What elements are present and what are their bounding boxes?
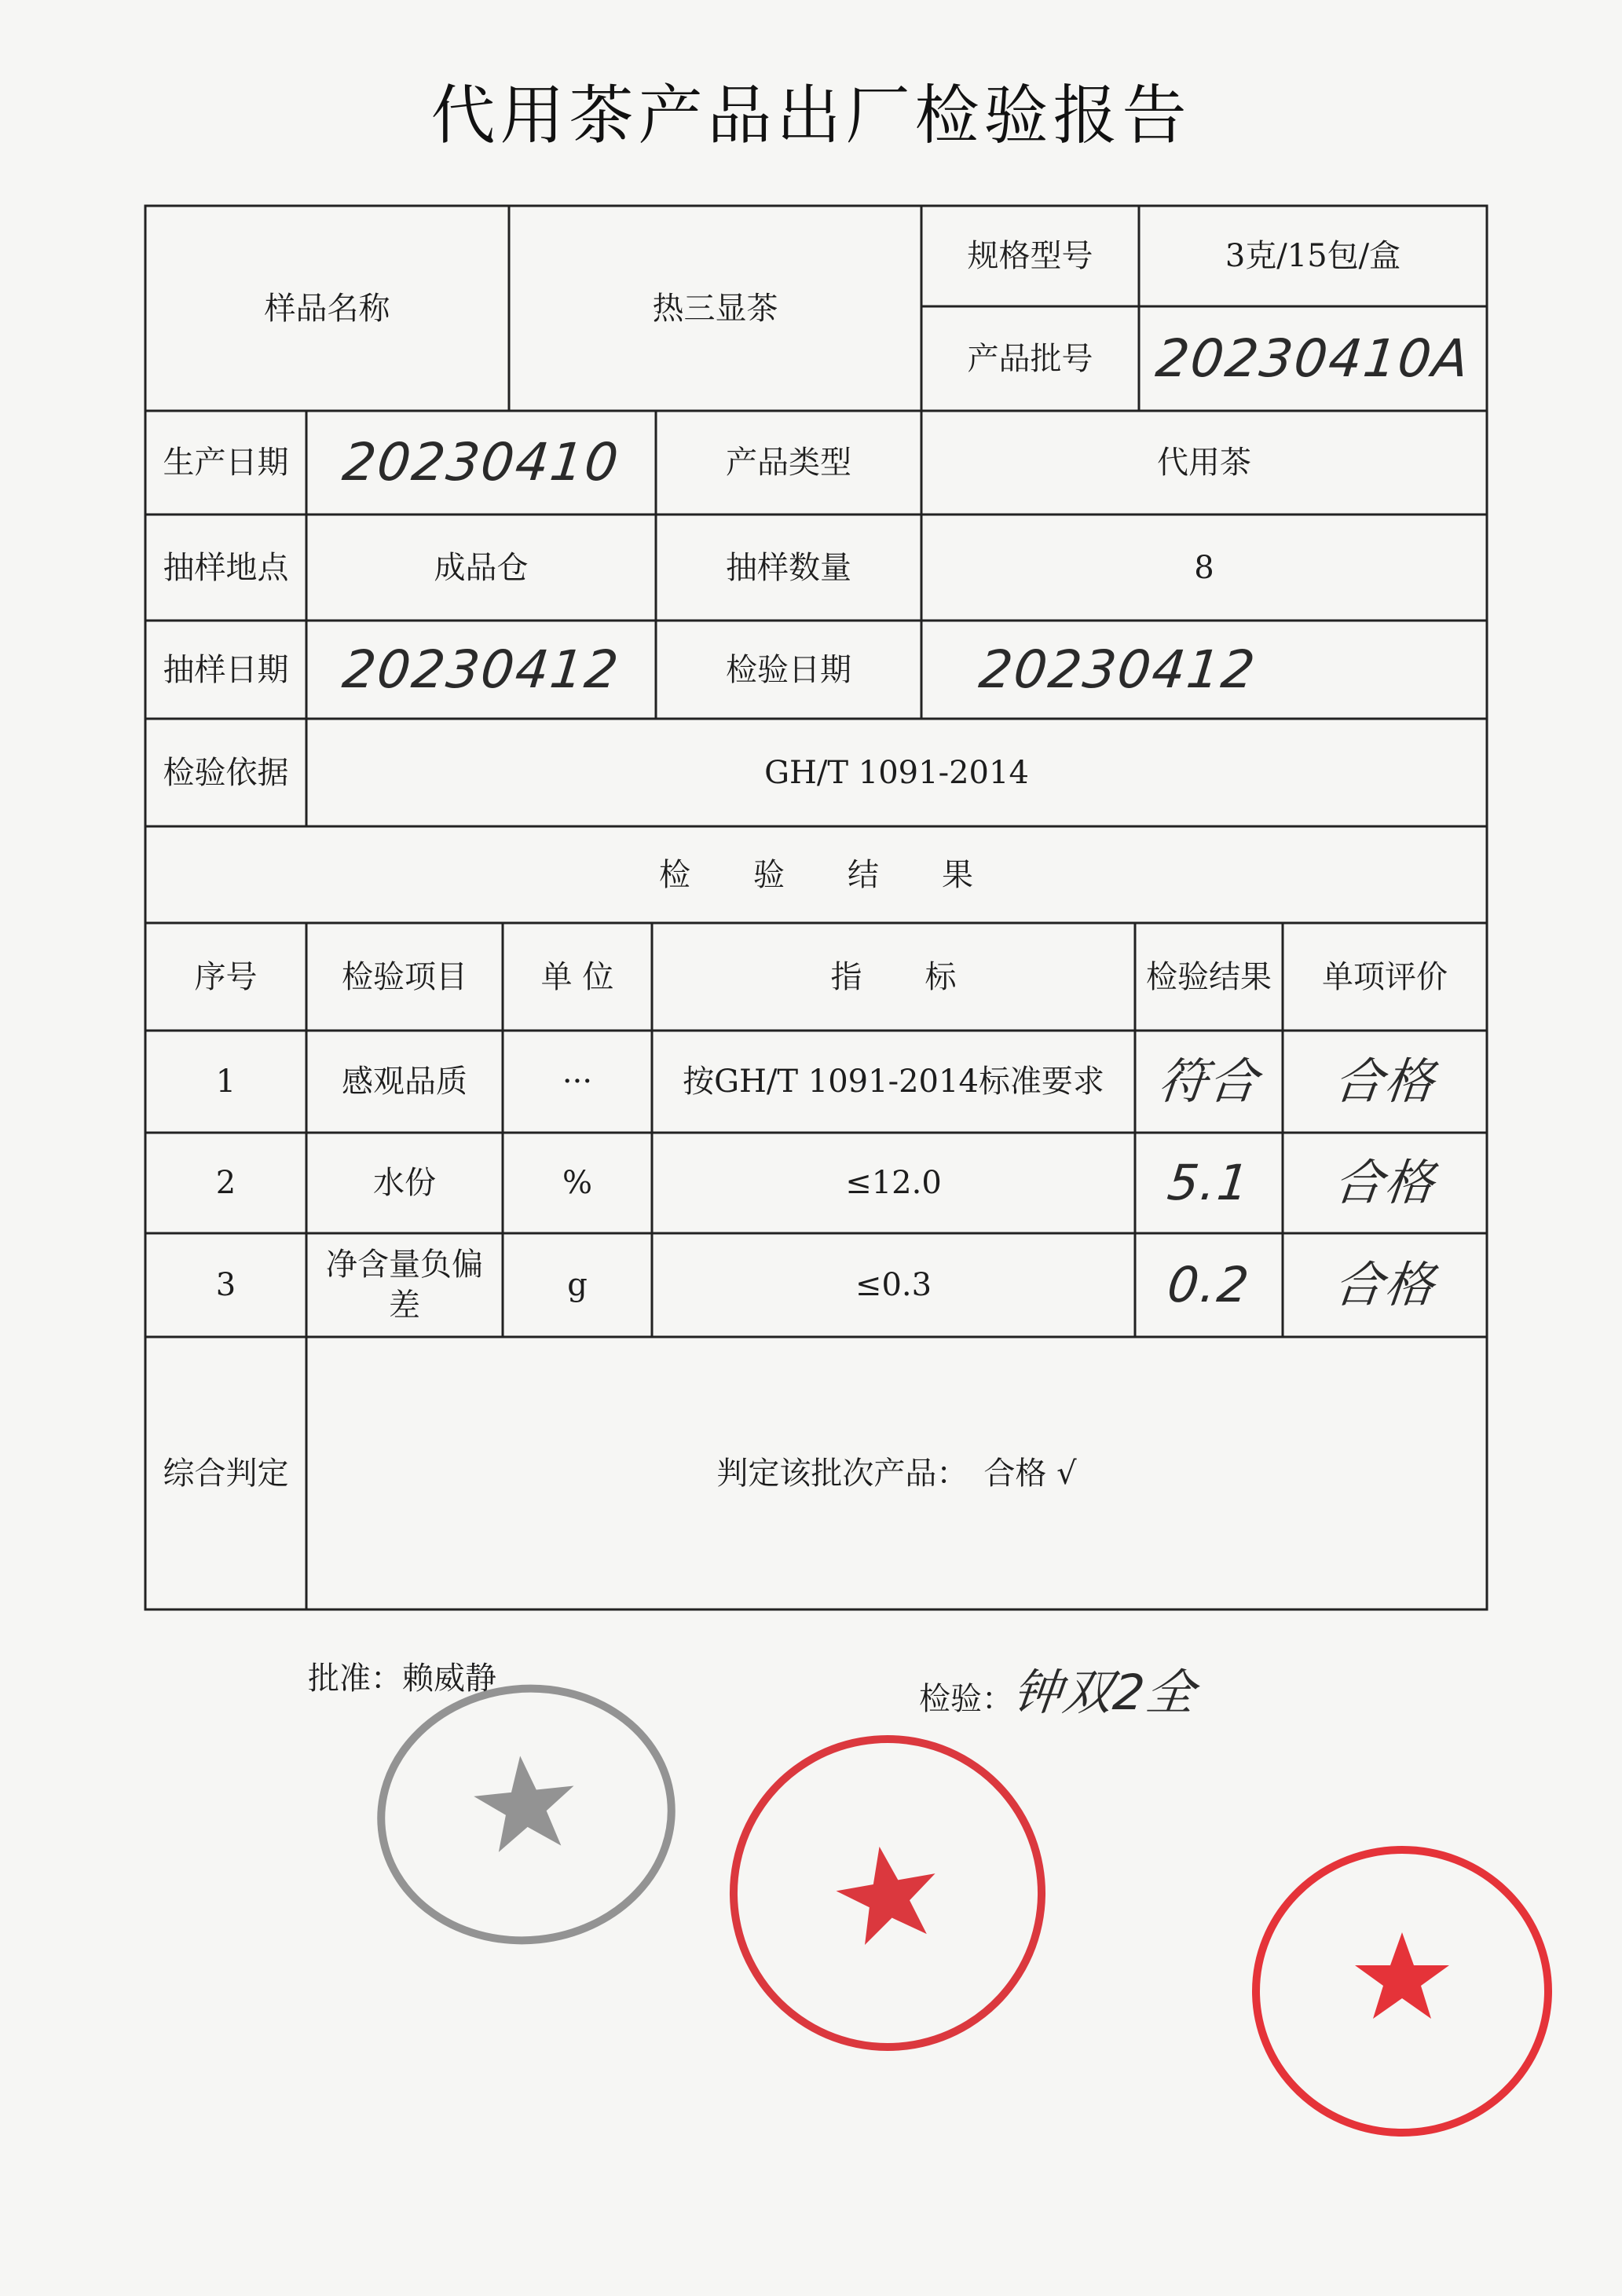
sample-name-value: 热三显茶 — [652, 290, 778, 327]
table-row-standard: ≤0.3 — [855, 1267, 932, 1303]
table-row-unit: ··· — [562, 1064, 593, 1100]
test-date-label: 检验日期 — [726, 651, 851, 688]
conclusion-label: 综合判定 — [163, 1455, 289, 1492]
table-row-no: 3 — [215, 1267, 236, 1303]
place-value: 成品仓 — [434, 549, 529, 586]
header-no: 序号 — [194, 958, 258, 995]
header-eval: 单项评价 — [1322, 958, 1448, 995]
table-row-no: 2 — [215, 1165, 236, 1201]
header-item: 检验项目 — [342, 958, 467, 995]
qty-value: 8 — [1194, 549, 1214, 586]
inspect-label: 检验： — [919, 1681, 1013, 1717]
stamp-red-yihao — [1245, 1838, 1559, 2144]
sample-date-value: 20230412 — [339, 639, 623, 700]
inspector-signature: 钟双2全 — [1009, 1664, 1199, 1721]
table-row-result: 符合 — [1155, 1052, 1262, 1110]
approver-name: 赖威静 — [402, 1661, 496, 1697]
batch-label: 产品批号 — [967, 340, 1093, 377]
type-value: 代用茶 — [1157, 445, 1251, 481]
header-unit: 单 位 — [540, 958, 614, 995]
table-row-unit: g — [567, 1267, 588, 1303]
table-row-no: 1 — [215, 1064, 236, 1100]
conclusion-text: 判定该批次产品： 合格 √ — [716, 1455, 1077, 1492]
table-row-unit: % — [562, 1165, 592, 1201]
table-row-standard: 按GH/T 1091-2014标准要求 — [683, 1064, 1104, 1100]
prod-date-label: 生产日期 — [163, 445, 289, 481]
approve-label: 批准： — [308, 1661, 402, 1697]
results-title: 检 验 结 果 — [659, 856, 973, 893]
table-row-eval: 合格 — [1331, 1153, 1438, 1211]
table-row-result: 5.1 — [1164, 1153, 1254, 1211]
prod-date-value: 20230410 — [339, 432, 623, 493]
basis-label: 检验依据 — [163, 754, 289, 791]
sample-date-label: 抽样日期 — [163, 651, 289, 688]
page-title: 代用茶产品出厂检验报告 — [430, 79, 1192, 153]
place-label: 抽样地点 — [163, 549, 289, 586]
table-row-item: 净含量负偏差 — [326, 1247, 483, 1324]
spec-label: 规格型号 — [967, 238, 1093, 274]
table-row-eval: 合格 — [1331, 1255, 1438, 1313]
table-row-item: 感观品质 — [342, 1064, 467, 1100]
table-row-standard: ≤12.0 — [845, 1165, 942, 1201]
stamp-gray — [369, 1681, 683, 1948]
header-standard: 指 标 — [830, 958, 957, 995]
type-label: 产品类型 — [726, 445, 851, 481]
table-row-result: 0.2 — [1164, 1255, 1254, 1313]
header-result: 检验结果 — [1146, 958, 1272, 995]
basis-value: GH/T 1091-2014 — [764, 754, 1029, 791]
table-row-eval: 合格 — [1331, 1052, 1438, 1110]
sample-name-label: 样品名称 — [264, 290, 390, 327]
inspect-line — [919, 1653, 1199, 1723]
test-date-value: 20230412 — [976, 639, 1260, 700]
table-row-item: 水份 — [373, 1165, 436, 1201]
spec-value: 3克/15包/盒 — [1225, 238, 1401, 274]
batch-value: 20230410A — [1152, 328, 1474, 389]
qty-label: 抽样数量 — [726, 549, 851, 586]
stamp-red-longteng — [723, 1728, 1053, 2058]
